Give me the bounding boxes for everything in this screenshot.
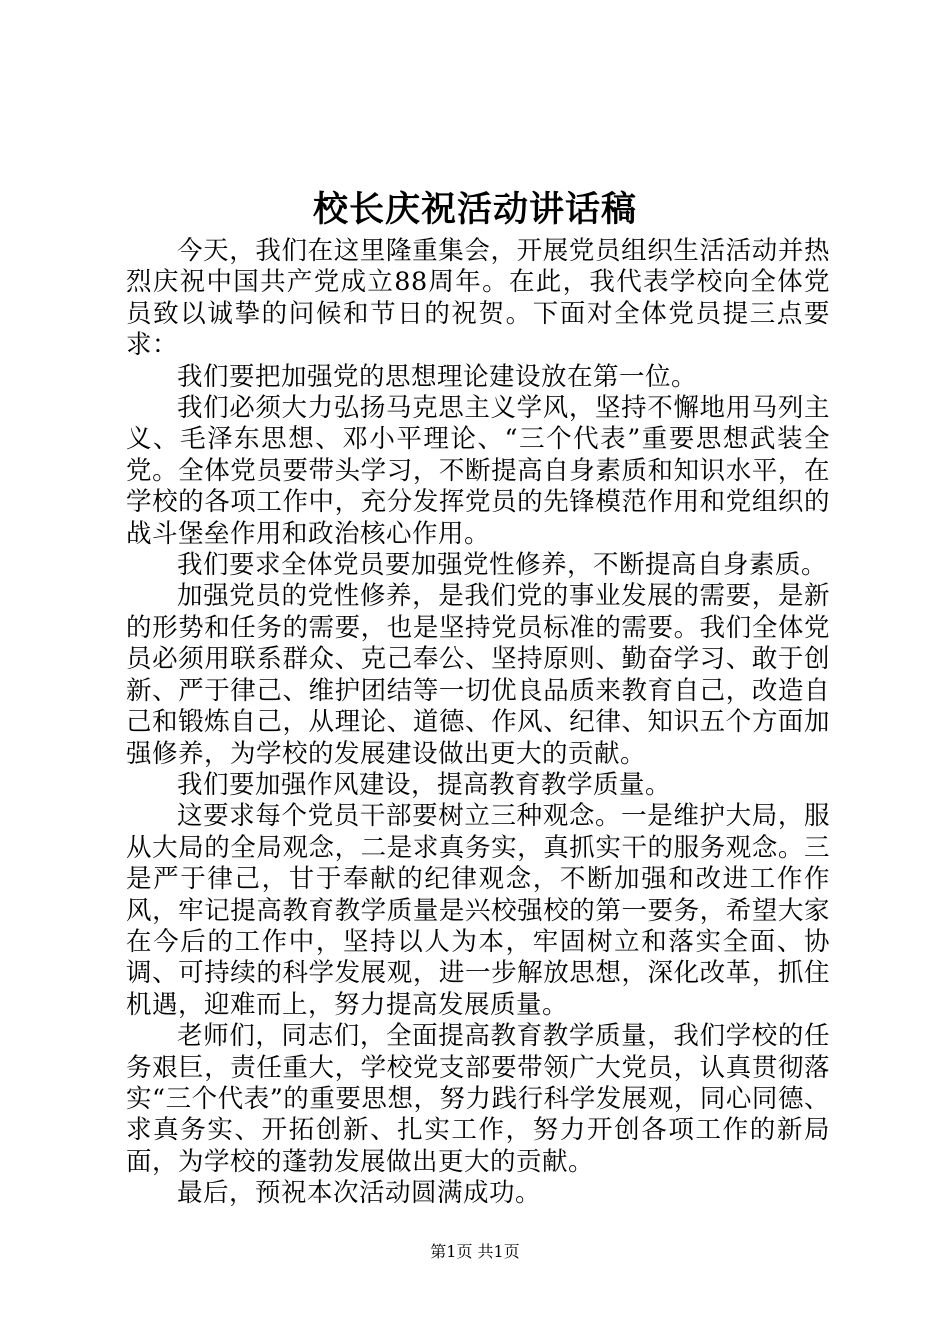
paragraph: 我们必须大力弘扬马克思主义学风，坚持不懈地用马列主义、毛泽东思想、邓小平理论、“三个代表”重要思想武装全党。全体党员要带头学习，不断提高自身素质和知识水平，在学校的各项工作中，充分发挥党员的先锋模范作用和党组织的战斗堡垒作用和政治核心作用。 — [126, 393, 830, 549]
paragraph: 我们要把加强党的思想理论建设放在第一位。 — [177, 361, 698, 392]
paragraph: 我们要求全体党员要加强党性修养，不断提高自身素质。 — [177, 550, 828, 581]
paragraph: 加强党员的党性修养，是我们党的事业发展的需要，是新的形势和任务的需要，也是坚持党员标准的需要。我们全体党员必须用联系群众、克己奉公、坚持原则、勤奋学习、敢于创新、严于律己、维护团结等一切优良品质来教育自己，改造自己和锻炼自己，从理论、道德、作风、纪律、知识五个方面加强修养，为学校的发展建设做出更大的贡献。 — [126, 581, 830, 769]
document-body — [126, 236, 830, 1210]
document-title: 校长庆祝活动讲话稿 — [312, 189, 637, 230]
paragraph: 最后，预祝本次活动圆满成功。 — [177, 1178, 542, 1209]
paragraph: 今天，我们在这里隆重集会，开展党员组织生活活动并热烈庆祝中国共产党成立88周年。在此，我代表学校向全体党员致以诚挚的问候和节日的祝贺。下面对全体党员提三点要求： — [126, 236, 830, 361]
page-footer: 第1页 共1页 — [430, 1242, 520, 1261]
paragraph: 老师们，同志们，全面提高教育教学质量，我们学校的任务艰巨，责任重大，学校党支部要带领广大党员，认真贯彻落实“三个代表”的重要思想，努力践行科学发展观，同心同德、求真务实、开拓创新、扎实工作，努力开创各项工作的新局面，为学校的蓬勃发展做出更大的贡献。 — [126, 1021, 830, 1177]
paragraph: 这要求每个党员干部要树立三种观念。一是维护大局，服从大局的全局观念，二是求真务实，真抓实干的服务观念。三是严于律己，甘于奉献的纪律观念，不断加强和改进工作作风，牢记提高教育教学质量是兴校强校的第一要务，希望大家在今后的工作中，坚持以人为本，牢固树立和落实全面、协调、可持续的科学发展观，进一步解放思想，深化改革，抓住机遇，迎难而上，努力提高发展质量。 — [126, 801, 830, 1020]
paragraph: 我们要加强作风建设，提高教育教学质量。 — [177, 769, 672, 800]
